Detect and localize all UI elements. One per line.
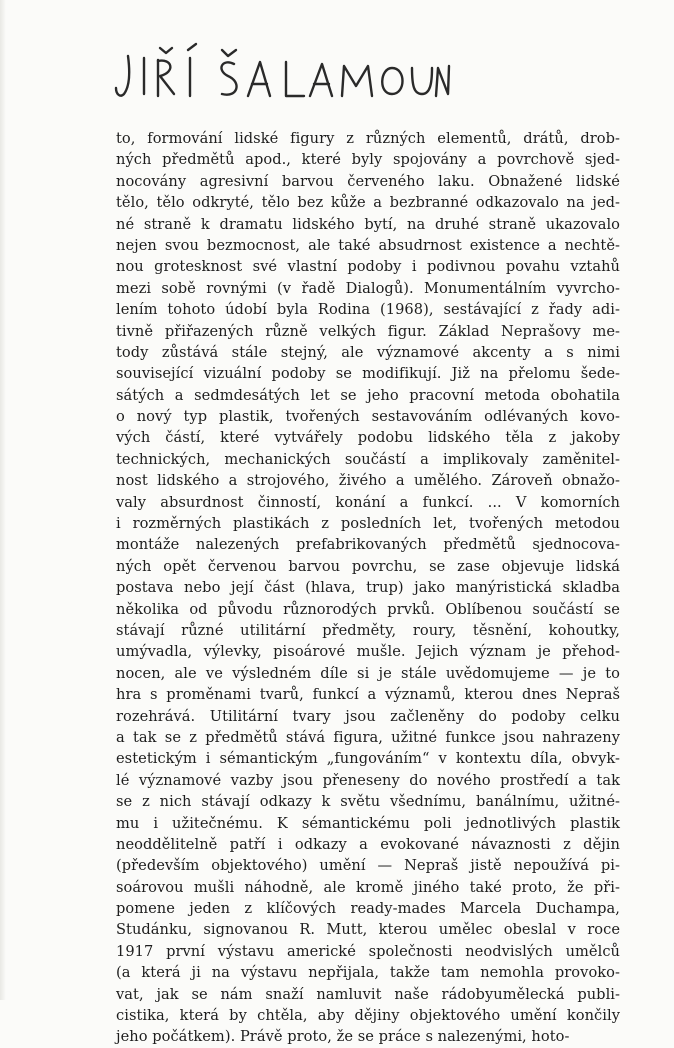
- text-line: se z nich stávají odkazy k světu všednímu, banálnímu, užitné-: [116, 793, 620, 811]
- text-line: nocen, ale ve výsledném díle si je stále uvědomujeme — je to: [116, 664, 620, 682]
- text-line: i rozměrných plastikách z posledních let, tvořených metodou: [116, 515, 620, 533]
- text-line: (a která ji na výstavu nepřijala, takže tam nemohla provoko-: [116, 964, 620, 982]
- text-line: rozehrává. Utilitární tvary jsou začleněny do podoby celku: [116, 707, 620, 725]
- text-line: neoddělitelně patří i odkazy a evokované návaznosti z dějin: [116, 835, 620, 853]
- text-line: ných opět červenou barvou povrchu, se zase objevuje lidská: [116, 557, 620, 575]
- text-line: 1917 první výstavu americké společnosti neodvislých umělců: [116, 942, 620, 960]
- text-line: lením tohoto údobí byla Rodina (1968), sestávající z řady adi-: [116, 301, 620, 319]
- text-line: hra s proměnami tvarů, funkcí a významů, kterou dnes Nepraš: [116, 686, 620, 704]
- handwritten-author-name: [110, 36, 450, 106]
- text-line: tělo, tělo odkryté, tělo bez kůže a bezbranné odkazovalo na jed-: [116, 194, 620, 212]
- text-line: stávají různé utilitární předměty, roury, těsnění, kohoutky,: [116, 621, 620, 639]
- text-line: nost lidského a strojového, živého a umělého. Zároveň obnažo-: [116, 472, 620, 490]
- text-line: cistika, která by chtěla, aby dějiny objektového umění končily: [116, 1007, 620, 1025]
- handwritten-signature-drawing: [110, 36, 450, 106]
- text-line: (především objektového) umění — Nepraš jistě nepoužívá pi-: [116, 857, 620, 875]
- text-line: nocovány agresivní barvou červeného laku. Obnažené lidské: [116, 172, 620, 190]
- text-line: vat, jak se nám snaží namluvit naše rádobyumělecká publi-: [116, 985, 620, 1003]
- page-edge-shadow: [0, 0, 6, 1000]
- text-line: nou grotesknost své vlastní podoby i podivnou povahu vztahů: [116, 258, 620, 276]
- text-line: postava nebo její část (hlava, trup) jako manýristická skladba: [116, 579, 620, 597]
- text-line: umývadla, výlevky, pisoárové mušle. Jejich význam je přehod-: [116, 643, 620, 661]
- text-line: sátých a sedmdesátých let se jeho pracovní metoda obohatila: [116, 386, 620, 404]
- text-line: estetickým i sémantickým „fungováním“ v kontextu díla, obvyk-: [116, 750, 620, 768]
- text-line: několika od původu různorodých prvků. Oblíbenou součástí se: [116, 600, 620, 618]
- text-line: pomene jeden z klíčových ready-mades Marcela Duchampa,: [116, 900, 620, 918]
- text-line: související vizuální podoby se modifikují. Již na přelomu šede-: [116, 365, 620, 383]
- body-text: [116, 128, 620, 1048]
- text-line: lé významové vazby jsou přeneseny do nového prostředí a tak: [116, 771, 620, 789]
- text-line: né straně k dramatu lidského bytí, na druhé straně ukazovalo: [116, 215, 620, 233]
- text-line: soárovou mušli náhodně, ale kromě jiného také proto, že při-: [116, 878, 620, 896]
- text-line: valy absurdnost činností, konání a funkcí. ... V komorních: [116, 493, 620, 511]
- text-line: tivně přiřazených různě velkých figur. Základ Neprašovy me-: [116, 322, 620, 340]
- text-line: vých částí, které vytvářely podobu lidského těla z jakoby: [116, 429, 620, 447]
- text-line: to, formování lidské figury z různých elementů, drátů, drob-: [116, 130, 620, 147]
- text-line: a tak se z předmětů stává figura, užitné funkce jsou nahrazeny: [116, 728, 620, 746]
- text-line: tody zůstává stále stejný, ale významové akcenty a s nimi: [116, 343, 620, 361]
- text-line: montáže nalezených prefabrikovaných předmětů sjednocova-: [116, 536, 620, 554]
- text-line: ných předmětů apod., které byly spojovány a povrchově sjed-: [116, 151, 620, 169]
- text-line: mu i užitečnému. K sémantickému poli jednotlivých plastik: [116, 814, 620, 832]
- text-line: o nový typ plastik, tvořených sestavováním odlévaných kovo-: [116, 408, 620, 426]
- text-line: jeho počátkem). Právě proto, že se práce s nalezenými, hoto-: [116, 1028, 570, 1046]
- text-line: Studánku, signovanou R. Mutt, kterou umělec obeslal v roce: [116, 921, 620, 939]
- text-line: nejen svou bezmocnost, ale také absudrnost existence a nechtě-: [116, 236, 620, 254]
- text-line: technických, mechanických součástí a implikovaly zaměnitel-: [116, 450, 620, 468]
- text-line: mezi sobě rovnými (v řadě Dialogů). Monumentálním vyvrcho-: [116, 279, 620, 297]
